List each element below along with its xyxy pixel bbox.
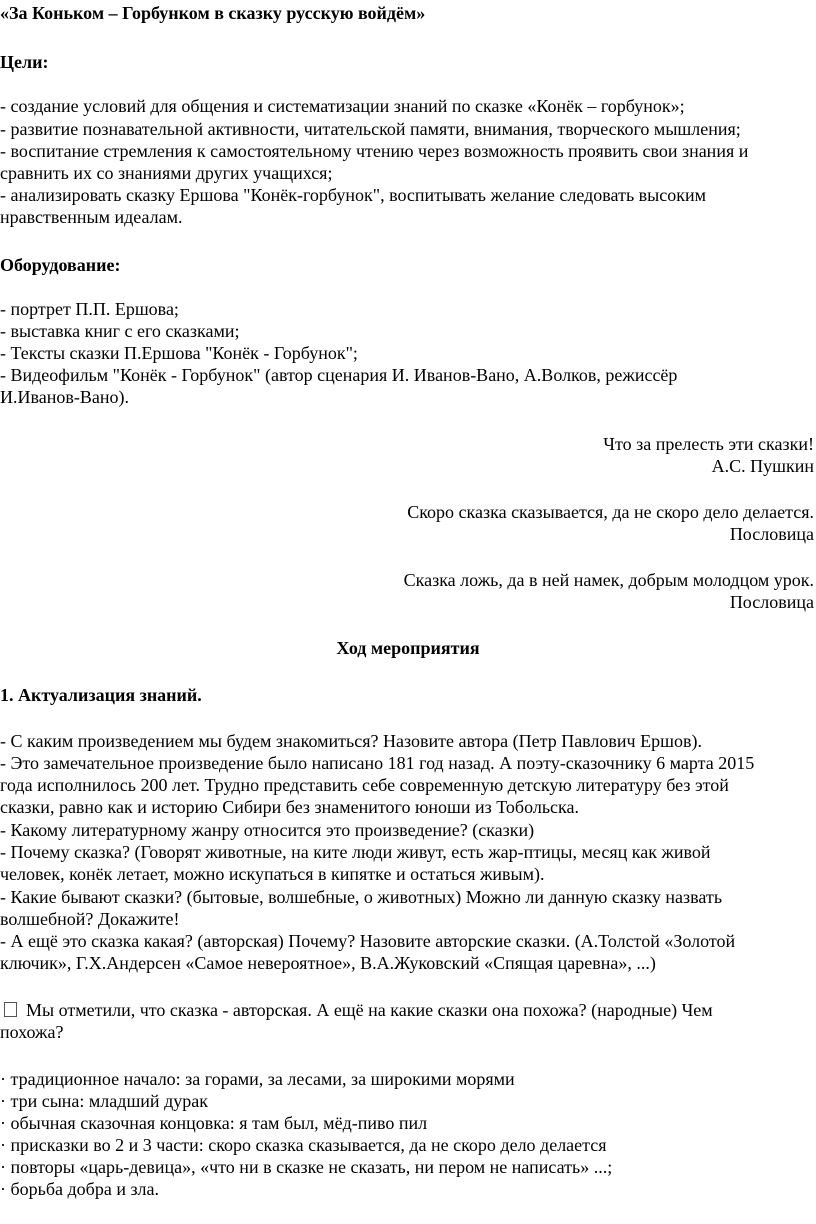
equipment-line: - Видеофильм "Конёк - Горбунок" (автор сценария И. Иванов-Вано, А.Волков, режиссёр bbox=[0, 365, 678, 385]
event-heading: Ход мероприятия bbox=[336, 638, 480, 658]
epigraph-text: Скоро сказка сказывается, да не скоро дело делается. bbox=[407, 502, 814, 522]
goals-line: - создание условий для общения и систематизации знаний по сказке «Конёк – горбунок»; bbox=[0, 96, 685, 116]
section-line: человек, конёк летает, можно искупаться в кипятке и остаться живым). bbox=[0, 864, 545, 884]
document-title: «За Коньком – Горбунком в сказку русскую войдём» bbox=[0, 3, 426, 23]
section-line: - Это замечательное произведение было написано 181 год назад. А поэту-сказочнику 6 марта 2015 bbox=[0, 753, 755, 773]
note-text: Мы отметили, что сказка - авторская. А ещё на какие сказки она похожа? (народные) Чем bbox=[26, 1000, 713, 1020]
section-line: сказки, равно как и историю Сибири без знаменитого юноши из Тобольска. bbox=[0, 797, 579, 817]
goals-line: - воспитание стремления к самостоятельному чтению через возможность проявить свои знания и bbox=[0, 141, 749, 161]
goals-line: нравственным идеалам. bbox=[0, 207, 183, 227]
equipment-line: - Тексты сказки П.Ершова "Конёк - Горбунок"; bbox=[0, 343, 358, 363]
section-heading: 1. Актуализация знаний. bbox=[0, 685, 202, 705]
equipment-line: - выставка книг с его сказками; bbox=[0, 321, 240, 341]
bullet-item: · повторы «царь-девица», «что ни в сказке не сказать, ни пером не написать» ...; bbox=[0, 1157, 613, 1177]
bullet-item: · три сына: младший дурак bbox=[0, 1091, 208, 1111]
bullet-item: · борьба добра и зла. bbox=[0, 1179, 160, 1199]
bullet-item: · традиционное начало: за горами, за лесами, за широкими морями bbox=[0, 1069, 515, 1089]
bullet-item: · присказки во 2 и 3 части: скоро сказка сказывается, да не скоро дело делается bbox=[0, 1135, 607, 1155]
section-line: - Какие бывают сказки? (бытовые, волшебные, о животных) Можно ли данную сказку назвать bbox=[0, 887, 723, 907]
epigraph-author: А.С. Пушкин bbox=[711, 456, 814, 476]
equipment-heading: Оборудование: bbox=[0, 255, 121, 275]
section-line: волшебной? Докажите! bbox=[0, 909, 180, 929]
epigraph-text: Что за прелесть эти сказки! bbox=[603, 434, 814, 454]
equipment-line: - портрет П.П. Ершова; bbox=[0, 299, 179, 319]
section-line: - А ещё это сказка какая? (авторская) Почему? Назовите авторские сказки. (А.Толстой «Золотой bbox=[0, 931, 736, 951]
goals-line: сравнить их со знаниями других учащихся; bbox=[0, 163, 333, 183]
section-line: ключик», Г.Х.Андерсен «Самое невероятное», В.А.Жуковский «Спящая царевна», ...) bbox=[0, 953, 656, 973]
section-line: - Почему сказка? (Говорят животные, на ките люди живут, есть жар-птицы, месяц как живой bbox=[0, 842, 711, 862]
section-line: - Какому литературному жанру относится это произведение? (сказки) bbox=[0, 820, 535, 840]
bullet-item: · обычная сказочная концовка: я там был, мёд-пиво пил bbox=[0, 1113, 428, 1133]
epigraph-text: Сказка ложь, да в ней намек, добрым молодцом урок. bbox=[403, 570, 814, 590]
note-line: похожа? bbox=[0, 1022, 64, 1042]
note-line bbox=[0, 999, 713, 1021]
goals-line: - развитие познавательной активности, читательской памяти, внимания, творческого мышления; bbox=[0, 119, 741, 139]
section-line: года исполнилось 200 лет. Трудно представить себе современную детскую литературу без этой bbox=[0, 775, 729, 795]
missing-glyph-box-icon bbox=[4, 1002, 17, 1017]
goals-heading: Цели: bbox=[0, 52, 49, 72]
epigraph-author: Пословица bbox=[729, 592, 814, 612]
epigraph-author: Пословица bbox=[729, 524, 814, 544]
goals-line: - анализировать сказку Ершова "Конёк-горбунок", воспитывать желание следовать высоким bbox=[0, 185, 706, 205]
equipment-line: И.Иванов-Вано). bbox=[0, 387, 129, 407]
section-line: - С каким произведением мы будем знакомиться? Назовите автора (Петр Павлович Ершов). bbox=[0, 731, 702, 751]
